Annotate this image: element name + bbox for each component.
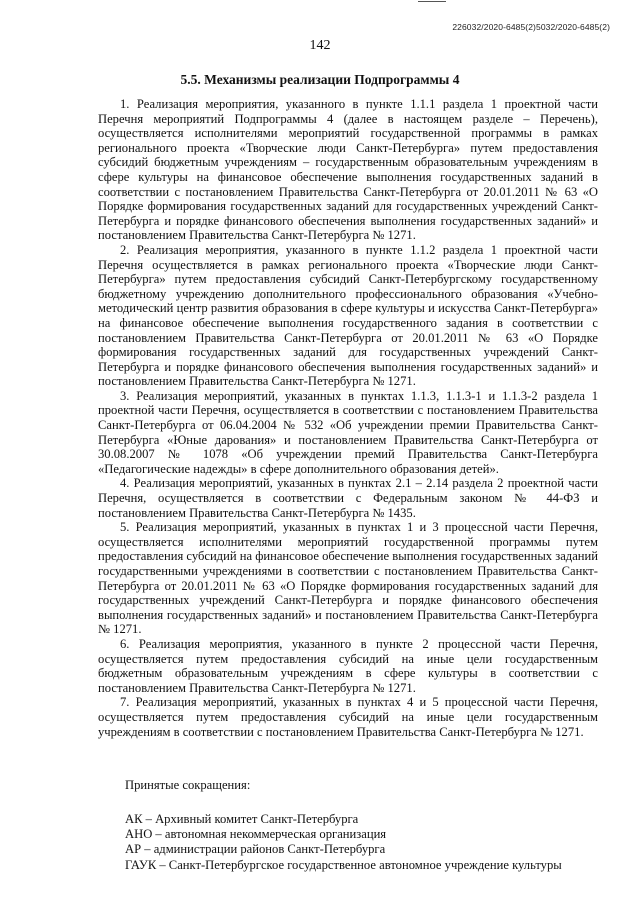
abbreviation-item: АР – администрации районов Санкт-Петербурга xyxy=(125,842,386,857)
top-scan-mark xyxy=(418,1,446,2)
page-number: 142 xyxy=(309,38,331,53)
paragraph-2: 2. Реализация мероприятия, указанного в пункте 1.1.2 раздела 1 проектной части Перечня осуществляется в рамках регионального проекта «Творческие люди Санкт-Петербурга» путем предоставления субсидий Санкт-Петербургскому государственному бюджетному учреждению дополнительного профессионального образования «Учебно-методический центр развития образования в сфере культуры и искусства Санкт-Петербурга» на финансовое обеспечение выполнения государственного задания в соответствии с постановлением Правительства Санкт-Петербурга от 20.01.2011 № 63 «О Порядке формирования государственных заданий для государственных учреждений Санкт-Петербурга и порядке финансового обеспечения выполнения государственных заданий» и постановлением Правительства Санкт-Петербурга № 1271. xyxy=(98,242,598,389)
document-body xyxy=(98,97,598,739)
abbreviation-item: АК – Архивный комитет Санкт-Петербурга xyxy=(125,812,359,826)
paragraph-5: 5. Реализация мероприятий, указанных в пунктах 1 и 3 процессной части Перечня, осуществляется исполнителями мероприятий государственной программы путем предоставления субсидий на финансовое обеспечение выполнения государственных заданий государственными учреждениями в соответствии с постановлением Правительства Санкт-Петербурга от 20.01.2011 № 63 «О Порядке формирования государственных заданий для государственных учреждений Санкт-Петербурга и порядке финансового обеспечения выполнения государственных заданий» и постановлением Правительства Санкт-Петербурга № 1271. xyxy=(98,520,599,637)
abbreviation-item: ГАУК – Санкт-Петербургское государственное автономное учреждение культуры xyxy=(125,857,562,872)
paragraph-7: 7. Реализация мероприятий, указанных в пунктах 4 и 5 процессной части Перечня, осуществляется путем предоставления субсидий на иные цели государственным учреждениям в соответствии с постановлением Правительства Санкт-Петербурга № 1271. xyxy=(98,695,598,739)
paragraph-1: 1. Реализация мероприятия, указанного в пункте 1.1.1 раздела 1 проектной части Перечня мероприятий Подпрограммы 4 (далее в настоящем разделе – Перечень), осуществляется исполнителями мероприятий государственной программы в рамках регионального проекта «Творческие люди Санкт-Петербурга» путем предоставления субсидий бюджетным учреждениям – государственным образовательным учреждениям в сфере культуры на финансовое обеспечение выполнения государственных заданий в соответствии с постановлением Правительства Санкт-Петербурга от 20.01.2011 № 63 «О Порядке формирования государственных заданий для государственных учреждений Санкт-Петербурга и порядке финансового обеспечения выполнения государственных заданий» и постановлением Правительства Санкт-Петербурга № 1271. xyxy=(98,97,598,243)
abbreviations-list xyxy=(125,812,605,873)
paragraph-6: 6. Реализация мероприятия, указанного в пункте 2 процессной части Перечня, осуществляется путем предоставления субсидий на иные цели государственным бюджетным образовательным учреждениям в сфере культуры в соответствии с постановлением Правительства Санкт-Петербурга № 1271. xyxy=(98,636,598,695)
document-registration-stamp: 226032/2020-6485(2)5032/2020-6485(2) xyxy=(452,22,610,32)
abbreviation-item: АНО – автономная некоммерческая организация xyxy=(125,827,387,842)
abbreviations-title: Принятые сокращения: xyxy=(125,778,251,792)
paragraph-4: 4. Реализация мероприятий, указанных в пунктах 2.1 – 2.14 раздела 2 проектной части Перечня, осуществляется в соответствии с Федеральным законом № 44-ФЗ и постановлением Правительства Санкт-Петербурга № 1435. xyxy=(98,476,598,520)
paragraph-3: 3. Реализация мероприятий, указанных в пунктах 1.1.3, 1.1.3-1 и 1.1.3-2 раздела 1 проектной части Перечня, осуществляется в соответствии с постановлением Правительства Санкт-Петербурга от 06.04.2004 № 532 «Об учреждении премии Правительства Санкт-Петербурга «Юные дарования» и постановлением Правительства Санкт-Петербурга от 30.08.2007 № 1078 «Об учреждении премий Правительства Санкт-Петербурга «Педагогические надежды» в сфере дополнительного образования детей». xyxy=(98,388,598,476)
section-heading: 5.5. Механизмы реализации Подпрограммы 4 xyxy=(180,72,460,87)
